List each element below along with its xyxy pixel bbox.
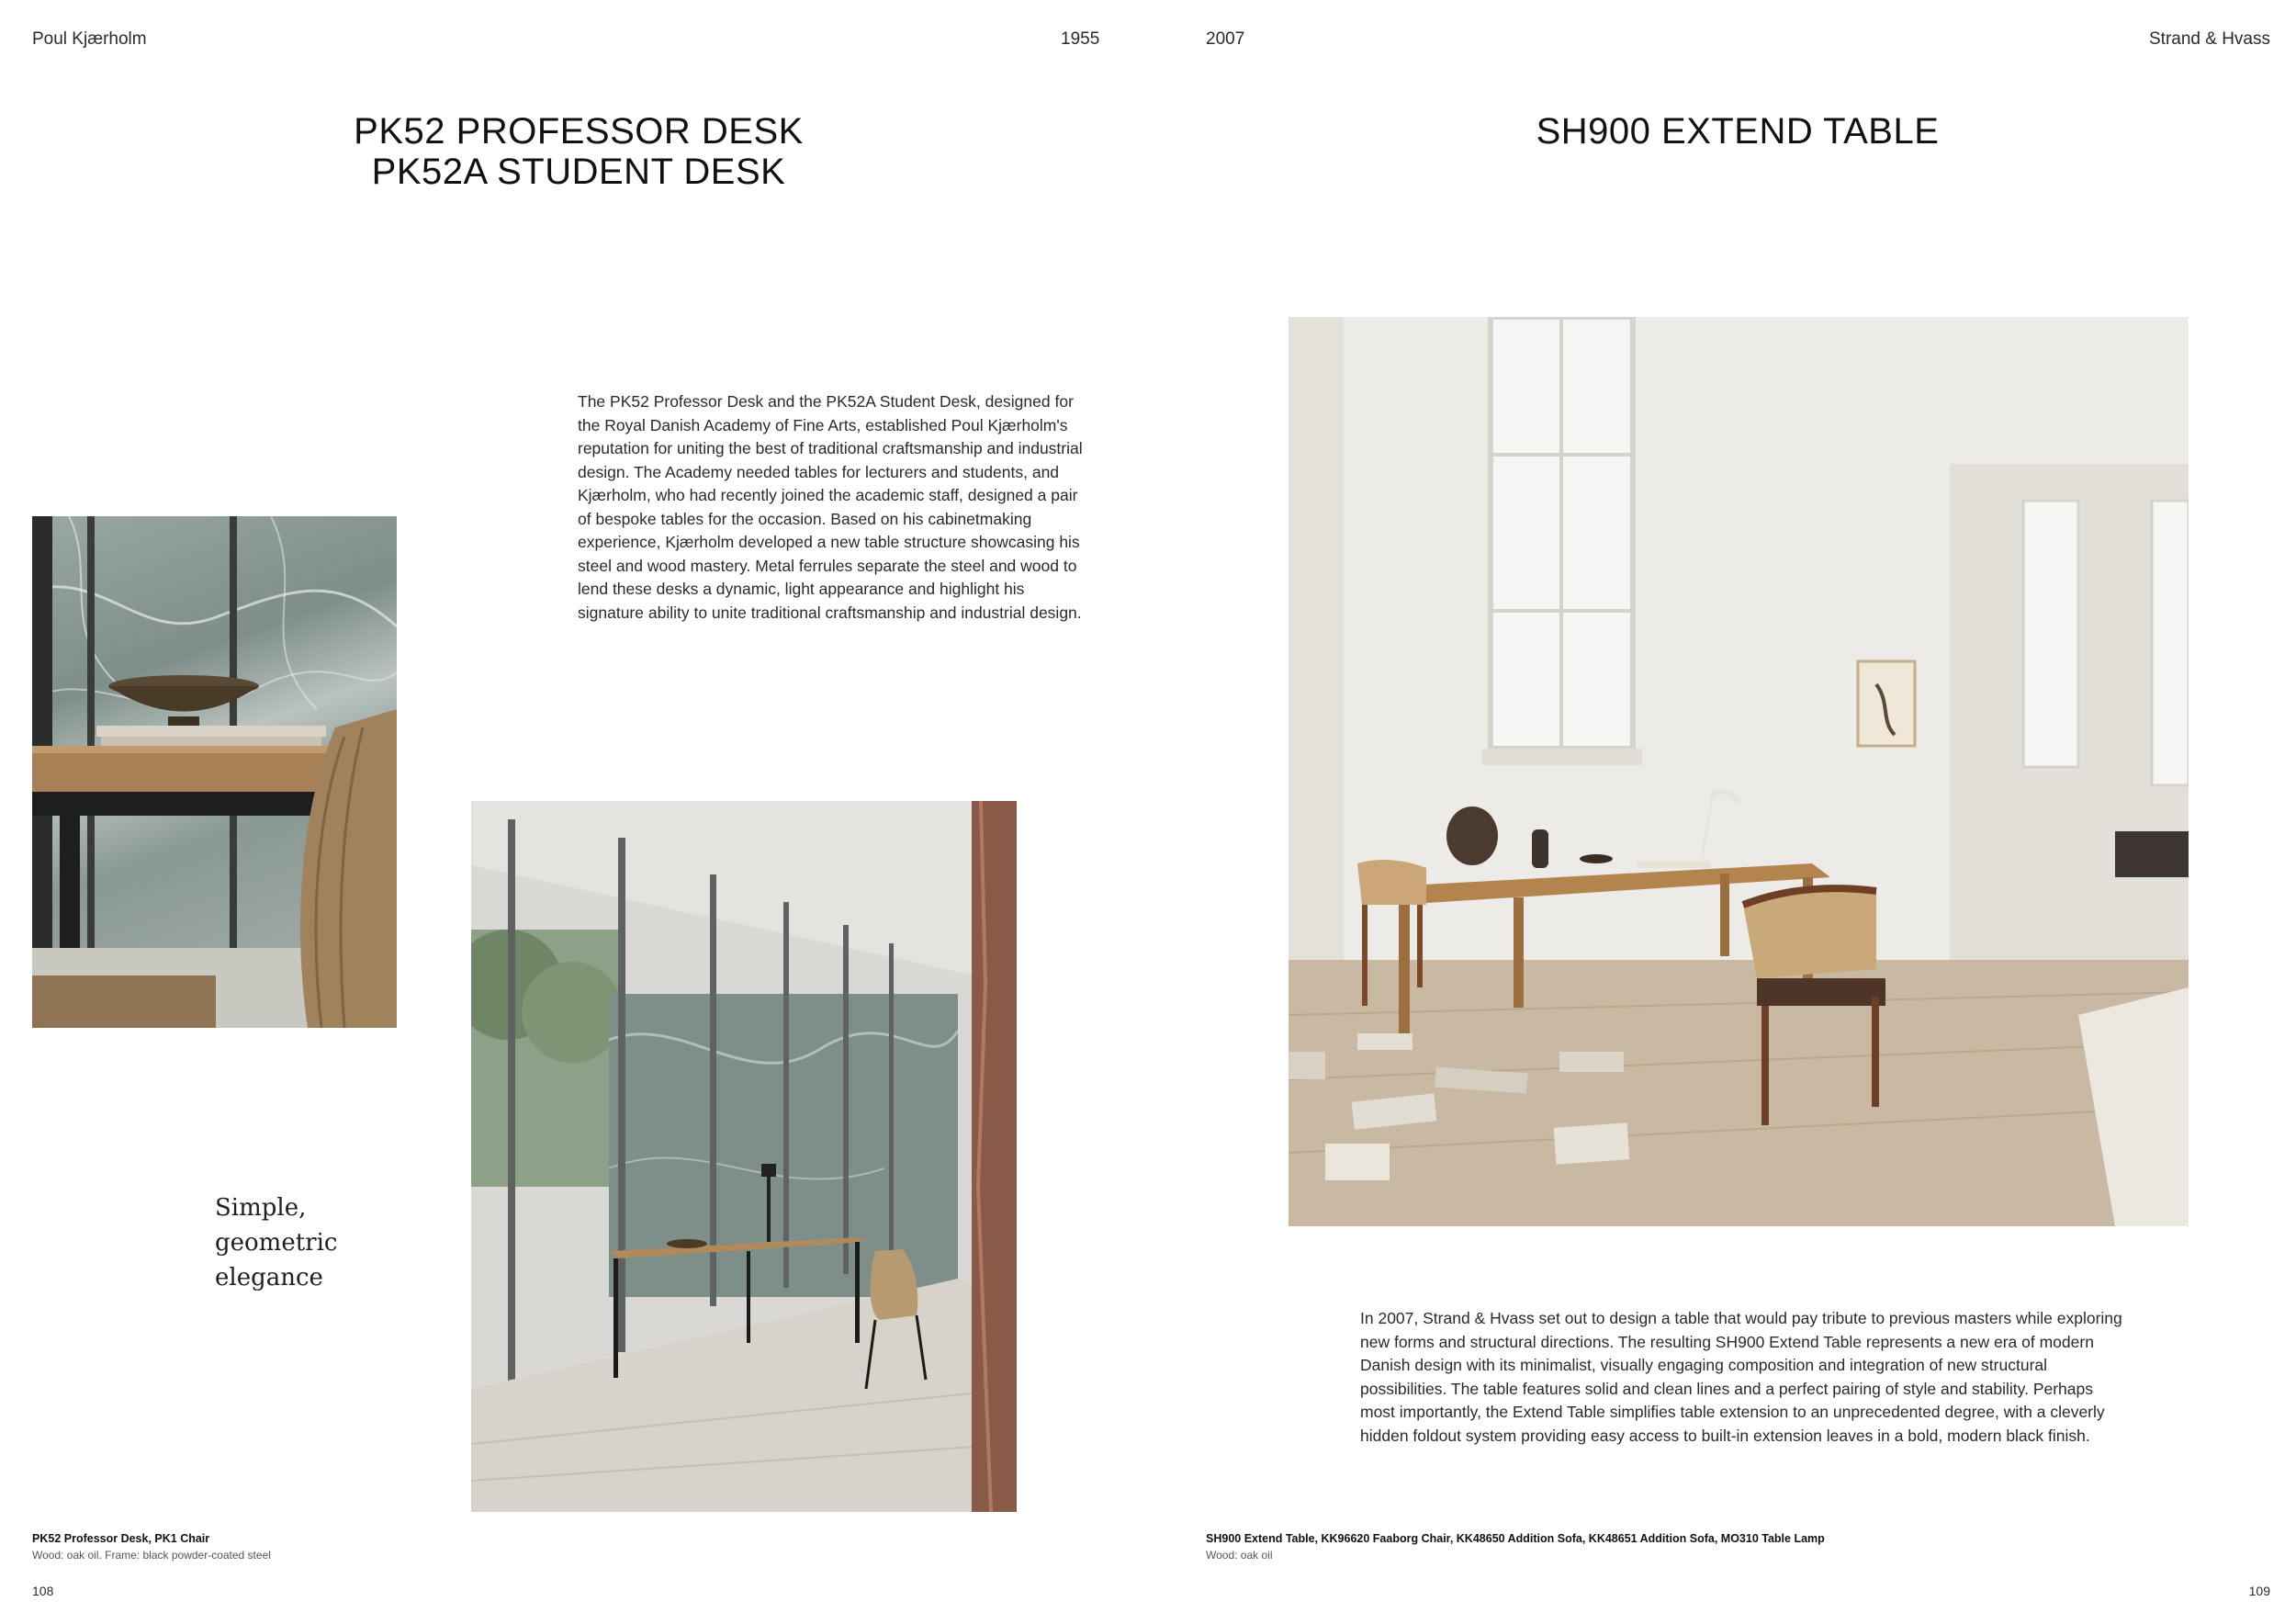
- running-head-year-left: 1955: [1061, 29, 1100, 49]
- page-number-left: 108: [32, 1584, 54, 1598]
- pull-quote: [215, 1190, 337, 1295]
- photo-glass-pavilion-desk: [471, 801, 1017, 1512]
- page-title-left: [303, 111, 854, 192]
- caption-title-right: SH900 Extend Table, KK96620 Faaborg Chair, KK48650 Addition Sofa, KK48651 Addition Sofa, MO310 Table Lamp: [1206, 1532, 1825, 1545]
- caption-title-left: PK52 Professor Desk, PK1 Chair: [32, 1532, 210, 1545]
- running-head-year-right: 2007: [1206, 29, 1245, 49]
- photo-marble-bowl-chair: [32, 516, 397, 1028]
- quote-line-3: elegance: [215, 1264, 323, 1291]
- page-number-right: 109: [2248, 1584, 2270, 1598]
- title-line-1: PK52 PROFESSOR DESK: [354, 111, 804, 152]
- caption-sub-right: Wood: oak oil: [1206, 1549, 1273, 1562]
- running-head-author: Poul Kjærholm: [32, 29, 147, 49]
- page-title-right: SH900 EXTEND TABLE: [1536, 111, 1940, 152]
- caption-sub-left: Wood: oak oil. Frame: black powder-coated steel: [32, 1549, 271, 1562]
- quote-line-1: Simple,: [215, 1194, 307, 1222]
- quote-line-2: geometric: [215, 1229, 338, 1257]
- running-head-designers: Strand & Hvass: [2149, 29, 2270, 49]
- title-line-2: PK52A STUDENT DESK: [371, 152, 786, 192]
- body-text-right: In 2007, Strand & Hvass set out to design a table that would pay tribute to previous masters while exploring new forms and structural directions. The resulting SH900 Extend Table represents a new era of modern Danish design with its minimalist, visually engaging composition and integration of new structural possibilities. The table features solid and clean lines and a perfect pairing of style and stability. Perhaps most importantly, the Extend Table simplifies table extension to an unprecedented degree, with a cleverly hidden foldout system providing easy access to built-in extension leaves in a bold, modern black finish.: [1360, 1309, 2122, 1445]
- body-text-left: The PK52 Professor Desk and the PK52A Student Desk, designed for the Royal Danish Academy of Fine Arts, established Poul Kjærholm's reputation for uniting the best of traditional craftsmanship and industrial design. The Academy needed tables for lecturers and students, and Kjærholm, who had recently joined the academic staff, designed a pair of bespoke tables for the occasion. Based on his cabinetmaking experience, Kjærholm developed a new table structure showcasing his steel and wood mastery. Metal ferrules separate the steel and wood to lend these desks a dynamic, light appearance and highlight his signature ability to unite traditional craftsmanship and industrial design.: [578, 392, 1083, 622]
- photo-room-extend-table: [1289, 317, 2189, 1226]
